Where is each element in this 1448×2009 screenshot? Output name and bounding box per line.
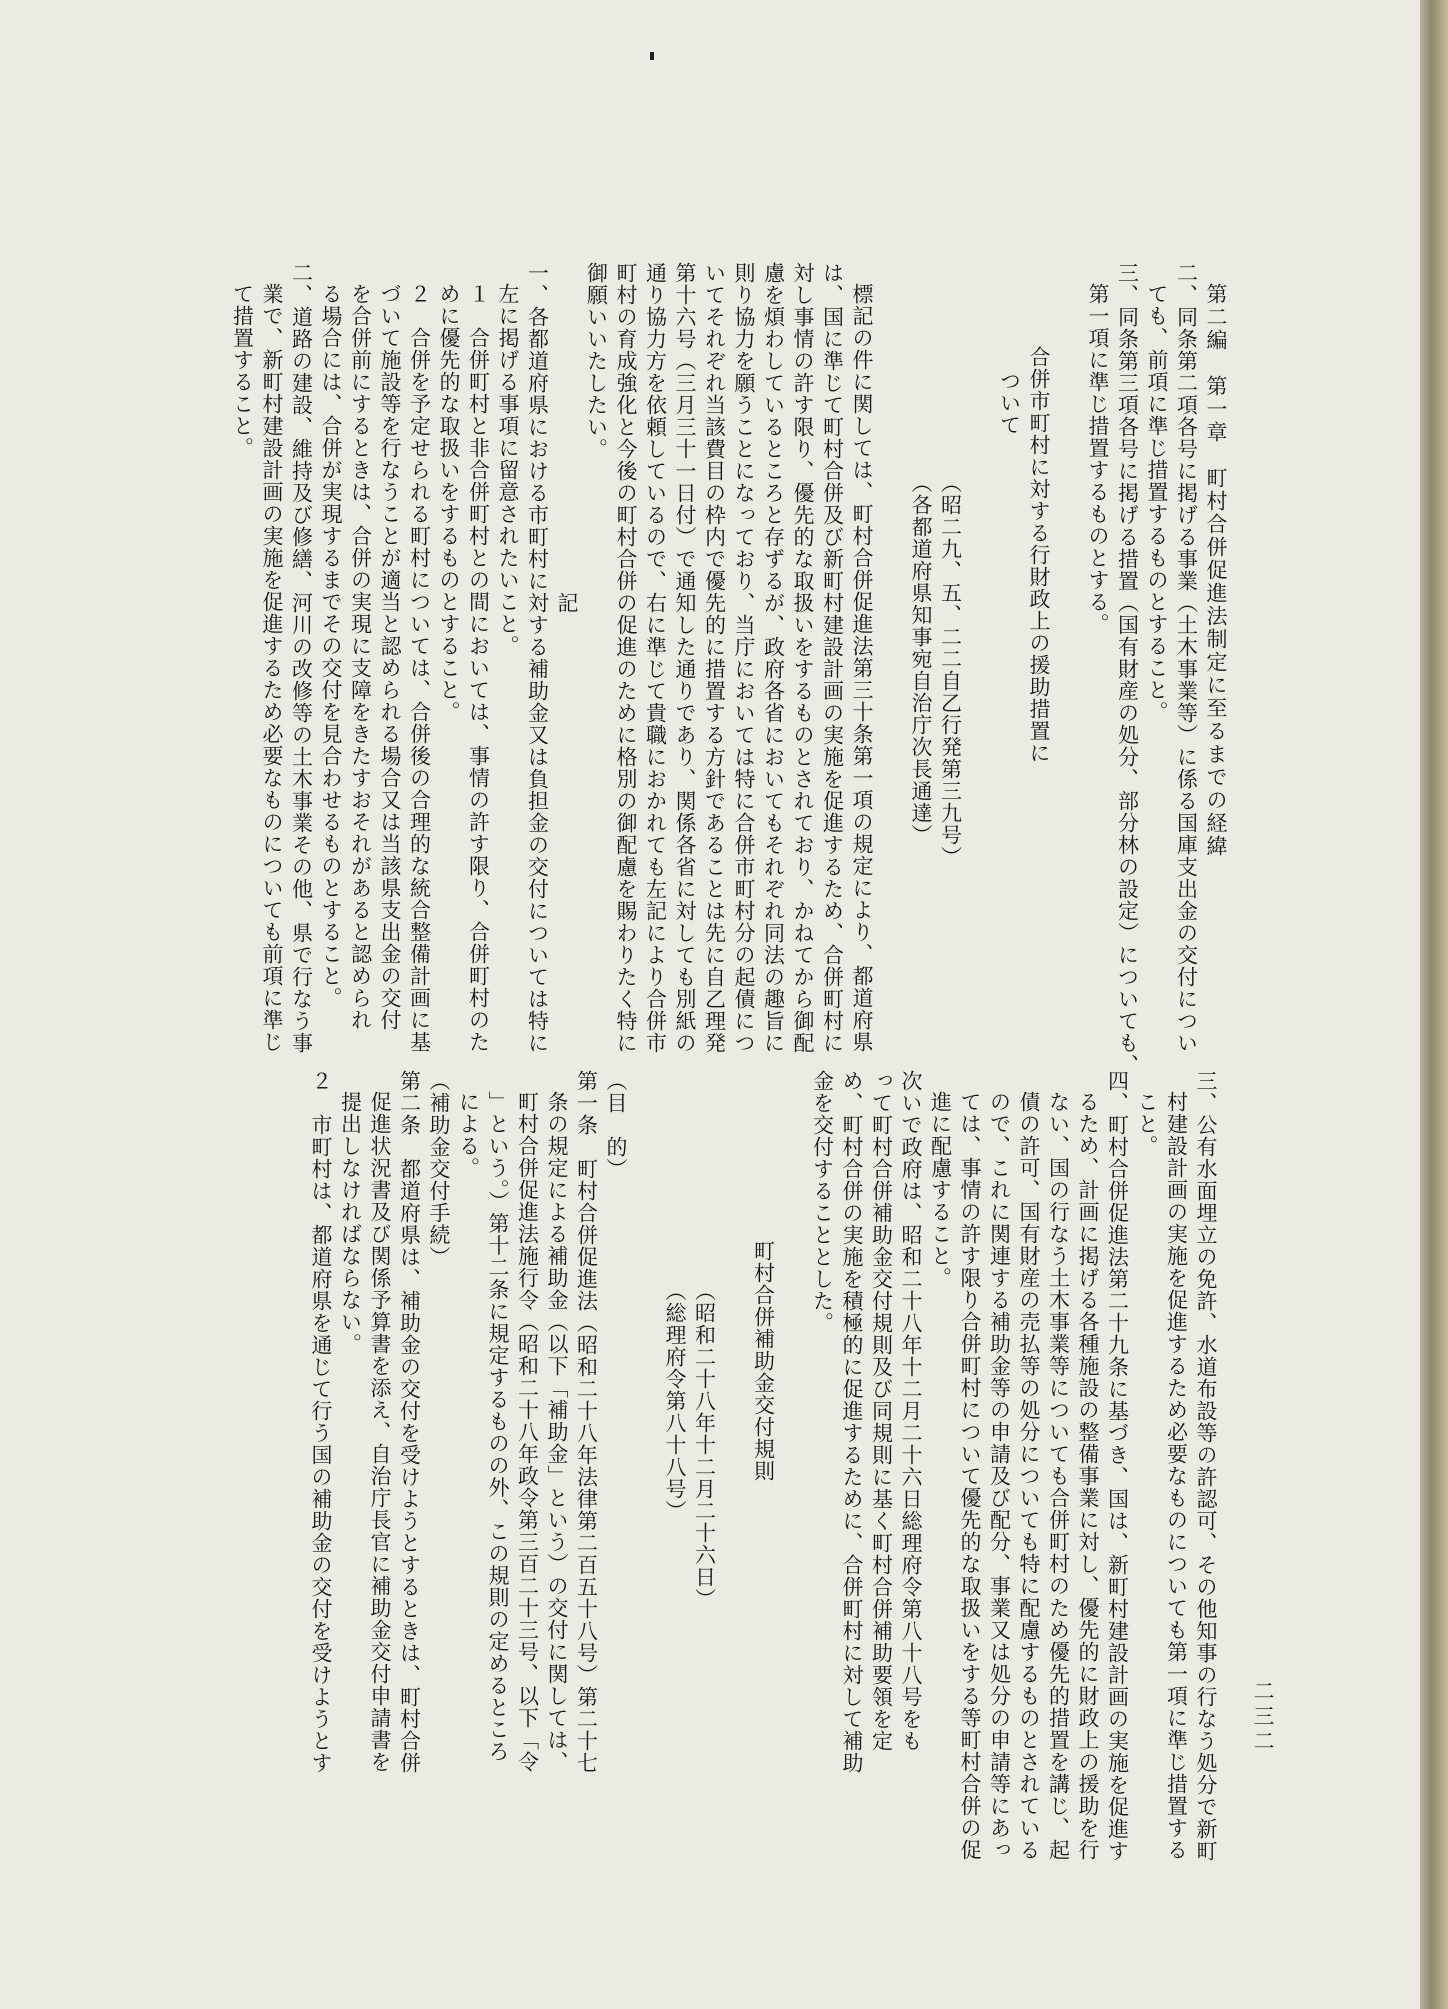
lower-text-line: 四、町村合併促進法第二十九条に基づき、国は、新町村建設計画の実施を促進す	[1105, 1070, 1130, 1862]
lower-text-line: 町村合併促進法施行令（昭和二十八年政令第三百二十三号、以下「令	[515, 1091, 540, 1773]
upper-text-line: 第一項に準じ措置するものとする。	[1086, 283, 1110, 635]
lower-text-line: るため、計画に掲げる各種施設の整備事業に対し、優先的に財政上の援助を行	[1076, 1091, 1100, 1861]
lower-text-line: 金を交付することとした。	[810, 1070, 835, 1334]
lower-text-line: 条の規定による補助金（以下「補助金」という）の交付に関しては、	[545, 1091, 569, 1773]
upper-text-line: は、国に準じて町村合併及び新町村建設計画の実施を促進するため、合併町村に	[820, 262, 845, 1054]
lower-text-line: ては、事情の許す限り合併町村について優先的な取扱いをする等町村合併の促	[958, 1091, 982, 1861]
lower-text-line: ２ 市町村は、都道府県を通じて行う国の補助金の交付を受けようとす	[309, 1070, 333, 1774]
lower-text-line: （総理府令第八十八号）	[663, 1280, 687, 1522]
upper-text-line: いてそれぞれ当該費目の枠内で優先的に措置する方針であることは先に自乙理発	[702, 262, 727, 1054]
lower-text-line: 促進状況書及び関係予算書を添え、自治庁長官に補助金交付申請書を	[368, 1091, 392, 1773]
ink-speck	[650, 52, 654, 60]
upper-text-line: ても、前項に準じ措置するものとすること。	[1145, 283, 1169, 723]
lower-text-line: （補助金交付手続）	[427, 1070, 451, 1268]
upper-text-line: 御願いいたしたい。	[584, 262, 609, 460]
upper-text-line: 合併市町村に対する行財政上の援助措置に	[1027, 346, 1051, 764]
upper-text-line: 左に掲げる事項に留意されたいこと。	[496, 283, 520, 657]
upper-text-line: （各都道府県知事宛自治庁次長通達）	[909, 472, 933, 846]
upper-text-line: 対し事情の許す限り、優先的な取扱いをするものとされており、かねてから御配	[791, 262, 815, 1054]
lower-text-line: 町村合併補助金交付規則	[751, 1240, 776, 1482]
upper-text-line: １ 合併町村と非合併町村との間においては、事情の許す限り、合併町村のた	[466, 283, 491, 1053]
upper-text-line: （昭二九、五、二二自乙行発第三九号）	[938, 472, 963, 868]
upper-text-line: 二、道路の建設、維持及び修繕、河川の改修等の土木事業その他、県で行なう事	[289, 262, 314, 1054]
upper-text-line: ２ 合併を予定せられる町村については、合併後の合理的な統合整備計画に基	[407, 283, 432, 1053]
upper-text-line: づいて施設等を行なうことが適当と認められる場合又は当該県支出金の交付	[378, 283, 402, 1031]
lower-text-line: 次いで政府は、昭和二十八年十二月二十六日総理府令第八十八号をも	[899, 1070, 923, 1752]
upper-text-line: 三、同条第三項各号に掲げる措置（国有財産の処分、部分林の設定）についても、	[1115, 262, 1140, 1076]
lower-text-line: 村建設計画の実施を促進するため必要なものについても第一項に準じ措置する	[1164, 1091, 1189, 1861]
lower-text-line: 」という。）第十二条に規定するものの外、この規則の定めるところ	[486, 1091, 510, 1763]
upper-text-line: 標記の件に関しては、町村合併促進法第三十条第一項の規定により、都道府県	[850, 283, 874, 1053]
lower-text-line: （昭和二十八年十二月二十六日）	[692, 1280, 717, 1610]
upper-text-line: 記	[555, 592, 579, 614]
lower-text-line: 三、公有水面埋立の免許、水道布設等の許認可、その他知事の行なう処分で新町	[1194, 1070, 1218, 1862]
lower-text-line: め、町村合併の実施を積極的に促進するために、合併町村に対して補助	[840, 1070, 864, 1774]
upper-text-block	[130, 262, 1230, 1076]
upper-text-line	[965, 262, 995, 1022]
upper-text-line: 則り協力を願うことになっており、当庁においては特に合併市町村分の起債につ	[732, 262, 756, 1054]
page-edge	[1420, 0, 1448, 2009]
upper-text-line: を合併前にするときは、合併の実現に支障をきたすおそれがあると認められ	[348, 283, 373, 1031]
lower-text-line	[630, 1070, 660, 1855]
lower-text-line: ない、国の行なう土木事業等についても合併町村のため優先的措置を講じ、起	[1046, 1091, 1071, 1861]
lower-text-line: 第一条 町村合併促進法（昭和二十八年法律第二百五十八号）第二十七	[574, 1070, 599, 1774]
upper-text-line: 第二編 第一章 町村合併促進法制定に至るまでの経緯	[1204, 283, 1228, 858]
lower-text-block	[150, 1070, 1220, 1862]
page-number: 二三二	[1251, 1680, 1275, 1755]
lower-text-line	[778, 1070, 808, 1855]
lower-text-line: 進に配慮すること。	[928, 1091, 953, 1289]
lower-text-line	[719, 1070, 749, 1855]
lower-text-line: ので、これに関連する補助金等の申請及び配分、事業又は処分の申請等にあっ	[987, 1091, 1012, 1861]
upper-text-line: 町村の育成強化と今後の町村合併の促進のために格別の御配慮を賜わりたく特に	[614, 262, 638, 1054]
lower-text-line: 提出しなければならない。	[338, 1091, 363, 1355]
lower-text-line: （目 的）	[604, 1070, 628, 1180]
lower-text-line: による。	[456, 1091, 481, 1179]
upper-text-line: 通り協力方を依頼しているので、右に準じて貴職におかれても左記により合併市	[643, 262, 668, 1054]
upper-text-line: 二、同条第二項各号に掲げる事業（土木事業等）に係る国庫支出金の交付につい	[1174, 262, 1199, 1054]
upper-text-line	[876, 262, 906, 1022]
lower-text-line: って町村合併補助金交付規則及び同規則に基く町村合併補助要領を定	[869, 1070, 894, 1752]
upper-text-line: 慮を煩わしているところと存ずるが、政府各省においてもそれぞれ同法の趣旨に	[761, 262, 786, 1054]
upper-text-line	[1053, 262, 1083, 1022]
lower-text-line: 第二条 都道府県は、補助金の交付を受けようとするときは、町村合併	[397, 1070, 422, 1774]
upper-text-line: る場合には、合併が実現するまでその交付を見合わせるものとすること。	[319, 283, 343, 1009]
lower-text-line: 債の許可、国有財産の売払等の処分についても特に配慮するものとされている	[1017, 1091, 1041, 1861]
upper-text-line: ついて	[997, 370, 1022, 436]
upper-text-line: 一、各都道府県における市町村に対する補助金又は負担金の交付については特に	[525, 262, 550, 1054]
upper-text-line: 第十六号（三月三十一日付）で通知した通りであり、関係各省に対しても別紙の	[673, 262, 697, 1054]
upper-text-line: 業で、新町村建設計画の実施を促進するため必要なものについても前項に準じ	[260, 283, 284, 1053]
upper-text-line: めに優先的な取扱いをするものとすること。	[437, 283, 461, 723]
lower-text-line: こと。	[1135, 1091, 1159, 1157]
upper-text-line: て措置すること。	[230, 283, 255, 459]
